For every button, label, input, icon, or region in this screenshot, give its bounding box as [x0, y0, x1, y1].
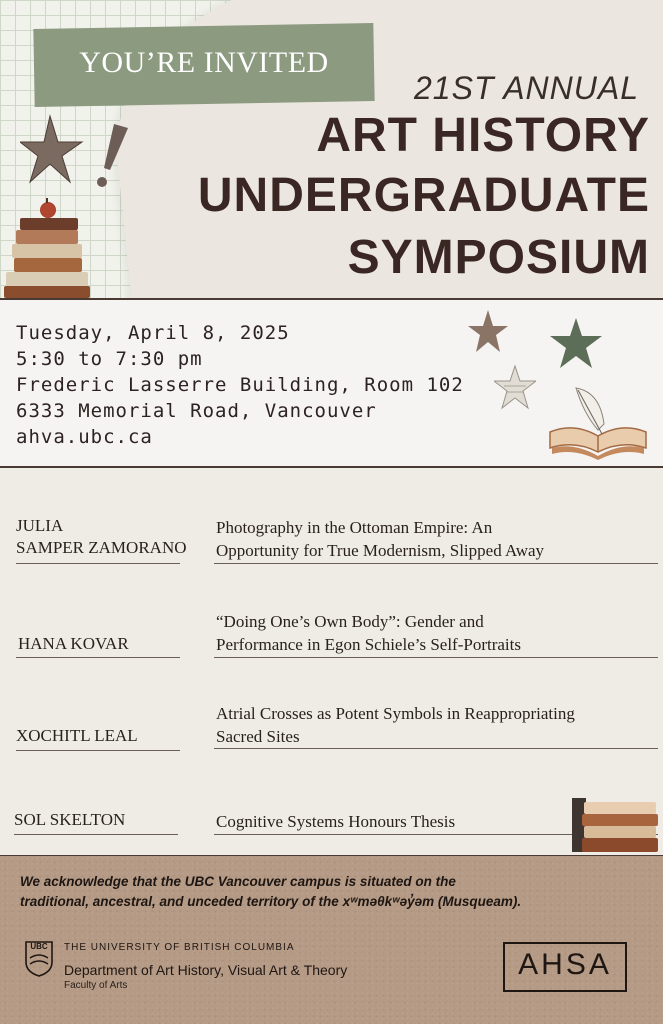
ubc-logo-text: UBC	[30, 942, 48, 951]
talk-title-2a: “Doing One’s Own Body”: Gender and	[216, 612, 484, 631]
title-line-1: ART HISTORY	[316, 109, 650, 162]
faculty-name: Faculty of Arts	[64, 980, 128, 991]
title-line-3: SYMPOSIUM	[347, 231, 650, 284]
event-website[interactable]: ahva.ubc.ca	[16, 426, 153, 448]
invite-tape-text: YOU’RE INVITED	[79, 46, 329, 79]
title-line-2: UNDERGRADUATE	[197, 169, 650, 222]
acknowledgement-line-1: We acknowledge that the UBC Vancouver campus is situated on the	[20, 874, 456, 889]
star-icon	[548, 316, 604, 370]
talk-title-2b: Performance in Egon Schiele’s Self-Portraits	[216, 635, 521, 654]
talk-title-1a: Photography in the Ottoman Empire: An	[216, 518, 493, 537]
quill-icon	[570, 384, 610, 438]
talk-underline	[214, 657, 658, 658]
talk-title-3a: Atrial Crosses as Potent Symbols in Reappropriating	[216, 704, 575, 723]
speaker-name-3: XOCHITL LEAL	[16, 726, 138, 745]
speaker-name-1b: SAMPER ZAMORANO	[16, 538, 187, 557]
acknowledgement-line-2: traditional, ancestral, and unceded territory of the xʷməθkʷəy̓əm (Musqueam).	[20, 894, 522, 909]
speaker-underline	[16, 657, 180, 658]
speaker-underline	[16, 563, 180, 564]
annual-label: 21ST ANNUAL	[414, 70, 639, 106]
apple-icon	[38, 198, 58, 218]
speaker-underline	[16, 750, 180, 751]
speaker-name-4: SOL SKELTON	[14, 810, 126, 829]
star-icon	[468, 308, 508, 354]
talk-title-1b: Opportunity for True Modernism, Slipped Away	[216, 541, 545, 560]
talk-title-3b: Sacred Sites	[216, 727, 300, 746]
event-time: 5:30 to 7:30 pm	[16, 348, 203, 370]
info-divider	[0, 466, 663, 468]
event-date: Tuesday, April 8, 2025	[16, 322, 290, 344]
event-address: 6333 Memorial Road, Vancouver	[16, 400, 377, 422]
land-acknowledgement	[20, 872, 640, 912]
star-icon	[20, 112, 84, 184]
talk-title-4: Cognitive Systems Honours Thesis	[216, 812, 456, 831]
speaker-name-1a: JULIA	[16, 516, 64, 535]
speaker-name-2: HANA KOVAR	[18, 634, 129, 653]
department-name: Department of Art History, Visual Art & Theory	[64, 962, 348, 978]
speaker-underline	[14, 834, 178, 835]
talk-underline	[214, 563, 658, 564]
university-name: THE UNIVERSITY OF BRITISH COLUMBIA	[64, 942, 295, 953]
book-stack-icon	[570, 794, 660, 854]
star-icon	[494, 364, 536, 410]
event-venue: Frederic Lasserre Building, Room 102	[16, 374, 464, 396]
exclamation-icon	[92, 122, 132, 192]
ahsa-logo-text: AHSA	[518, 948, 612, 981]
talk-underline	[214, 748, 658, 749]
